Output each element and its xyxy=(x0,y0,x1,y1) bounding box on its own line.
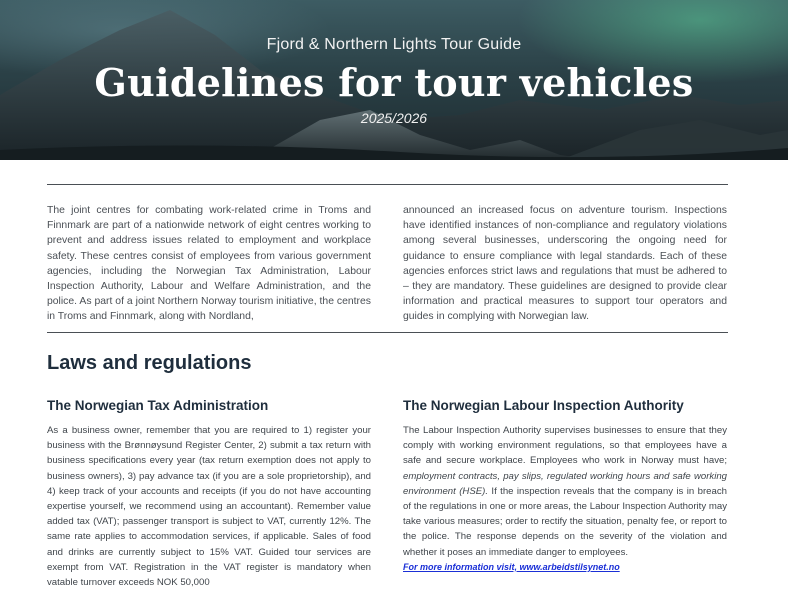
section-heading-laws: Laws and regulations xyxy=(47,352,252,374)
tax-administration-text: As a business owner, remember that you are required to 1) register your business with the Brønnøysund Register Center, 2) submit a tax return with business specifications every year (tax return exemption does not apply to business owners), 3) pay advance tax (if you are a sole proprietorship), and 4) keep track of your accounts and receipts (if you do not have accounting expertise yourself, we recommend using an accountant). Remember value added tax (VAT); passenger transport is subject to VAT, currently 12%. The same rate applies to accommodation services, if applicable. Sales of food and drinks are currently subject to 15% VAT. Guided tour services are exempt from VAT. Registration in the VAT register is mandatory when vatable turnover exceeds NOK 50,000 xyxy=(47,425,371,589)
more-info-link[interactable]: For more information visit, www.arbeidstilsynet.no xyxy=(403,561,620,572)
bottom-divider xyxy=(47,332,728,333)
top-divider xyxy=(47,184,728,185)
guide-subtitle: Fjord & Northern Lights Tour Guide xyxy=(266,36,522,53)
labour-inspection-text xyxy=(403,423,727,575)
page-title: Guidelines for tour vehicles xyxy=(94,60,694,105)
labour-text-measures: If the inspection reveals that the company is in breach of the regulations in one or more areas, the Labour Inspection Authority may take various measures; order to rectify the situation, penalty fee, or report to the police. The response depends on the severity of the violation and whether it poses an immediate danger to employees. xyxy=(403,485,727,558)
intro-text-right: announced an increased focus on adventure tourism. Inspections have identified instances of non-compliance and regulatory violations among several businesses, underscoring the ongoing need for guidance to ensure compliance with legal standards. Each of these agencies enforces strict laws and regulations that must be adhered to – they are mandatory. These guidelines are designed to provide clear information and practical measures to support tour operators and guides in complying with Norwegian law. xyxy=(403,205,727,323)
labour-inspection-heading: The Norwegian Labour Inspection Authority xyxy=(403,398,684,413)
labour-text-intro: The Labour Inspection Authority supervises businesses to ensure that they comply with working environment regulations, so that employees have a safe and secure workplace. Employees who work in Norway must have; xyxy=(403,425,727,467)
intro-text-left: The joint centres for combating work-related crime in Troms and Finnmark are part of a nationwide network of eight centres working to prevent and address issues related to employment and workplace safety. These centres consist of employees from various government agencies, including the Norwegian Tax Administration, Labour Inspection Authority, Labour and Welfare Administration, and the police. As part of a joint Northern Norway tourism initiative, the centres in Troms and Finnmark, along with Nordland, xyxy=(47,205,371,323)
hero-banner xyxy=(0,0,788,160)
season-year: 2025/2026 xyxy=(360,110,428,126)
tax-administration-heading: The Norwegian Tax Administration xyxy=(47,398,269,413)
labour-requirements: employment contracts, pay slips, regulated working hours and safe working environment (HSE). xyxy=(403,470,727,497)
